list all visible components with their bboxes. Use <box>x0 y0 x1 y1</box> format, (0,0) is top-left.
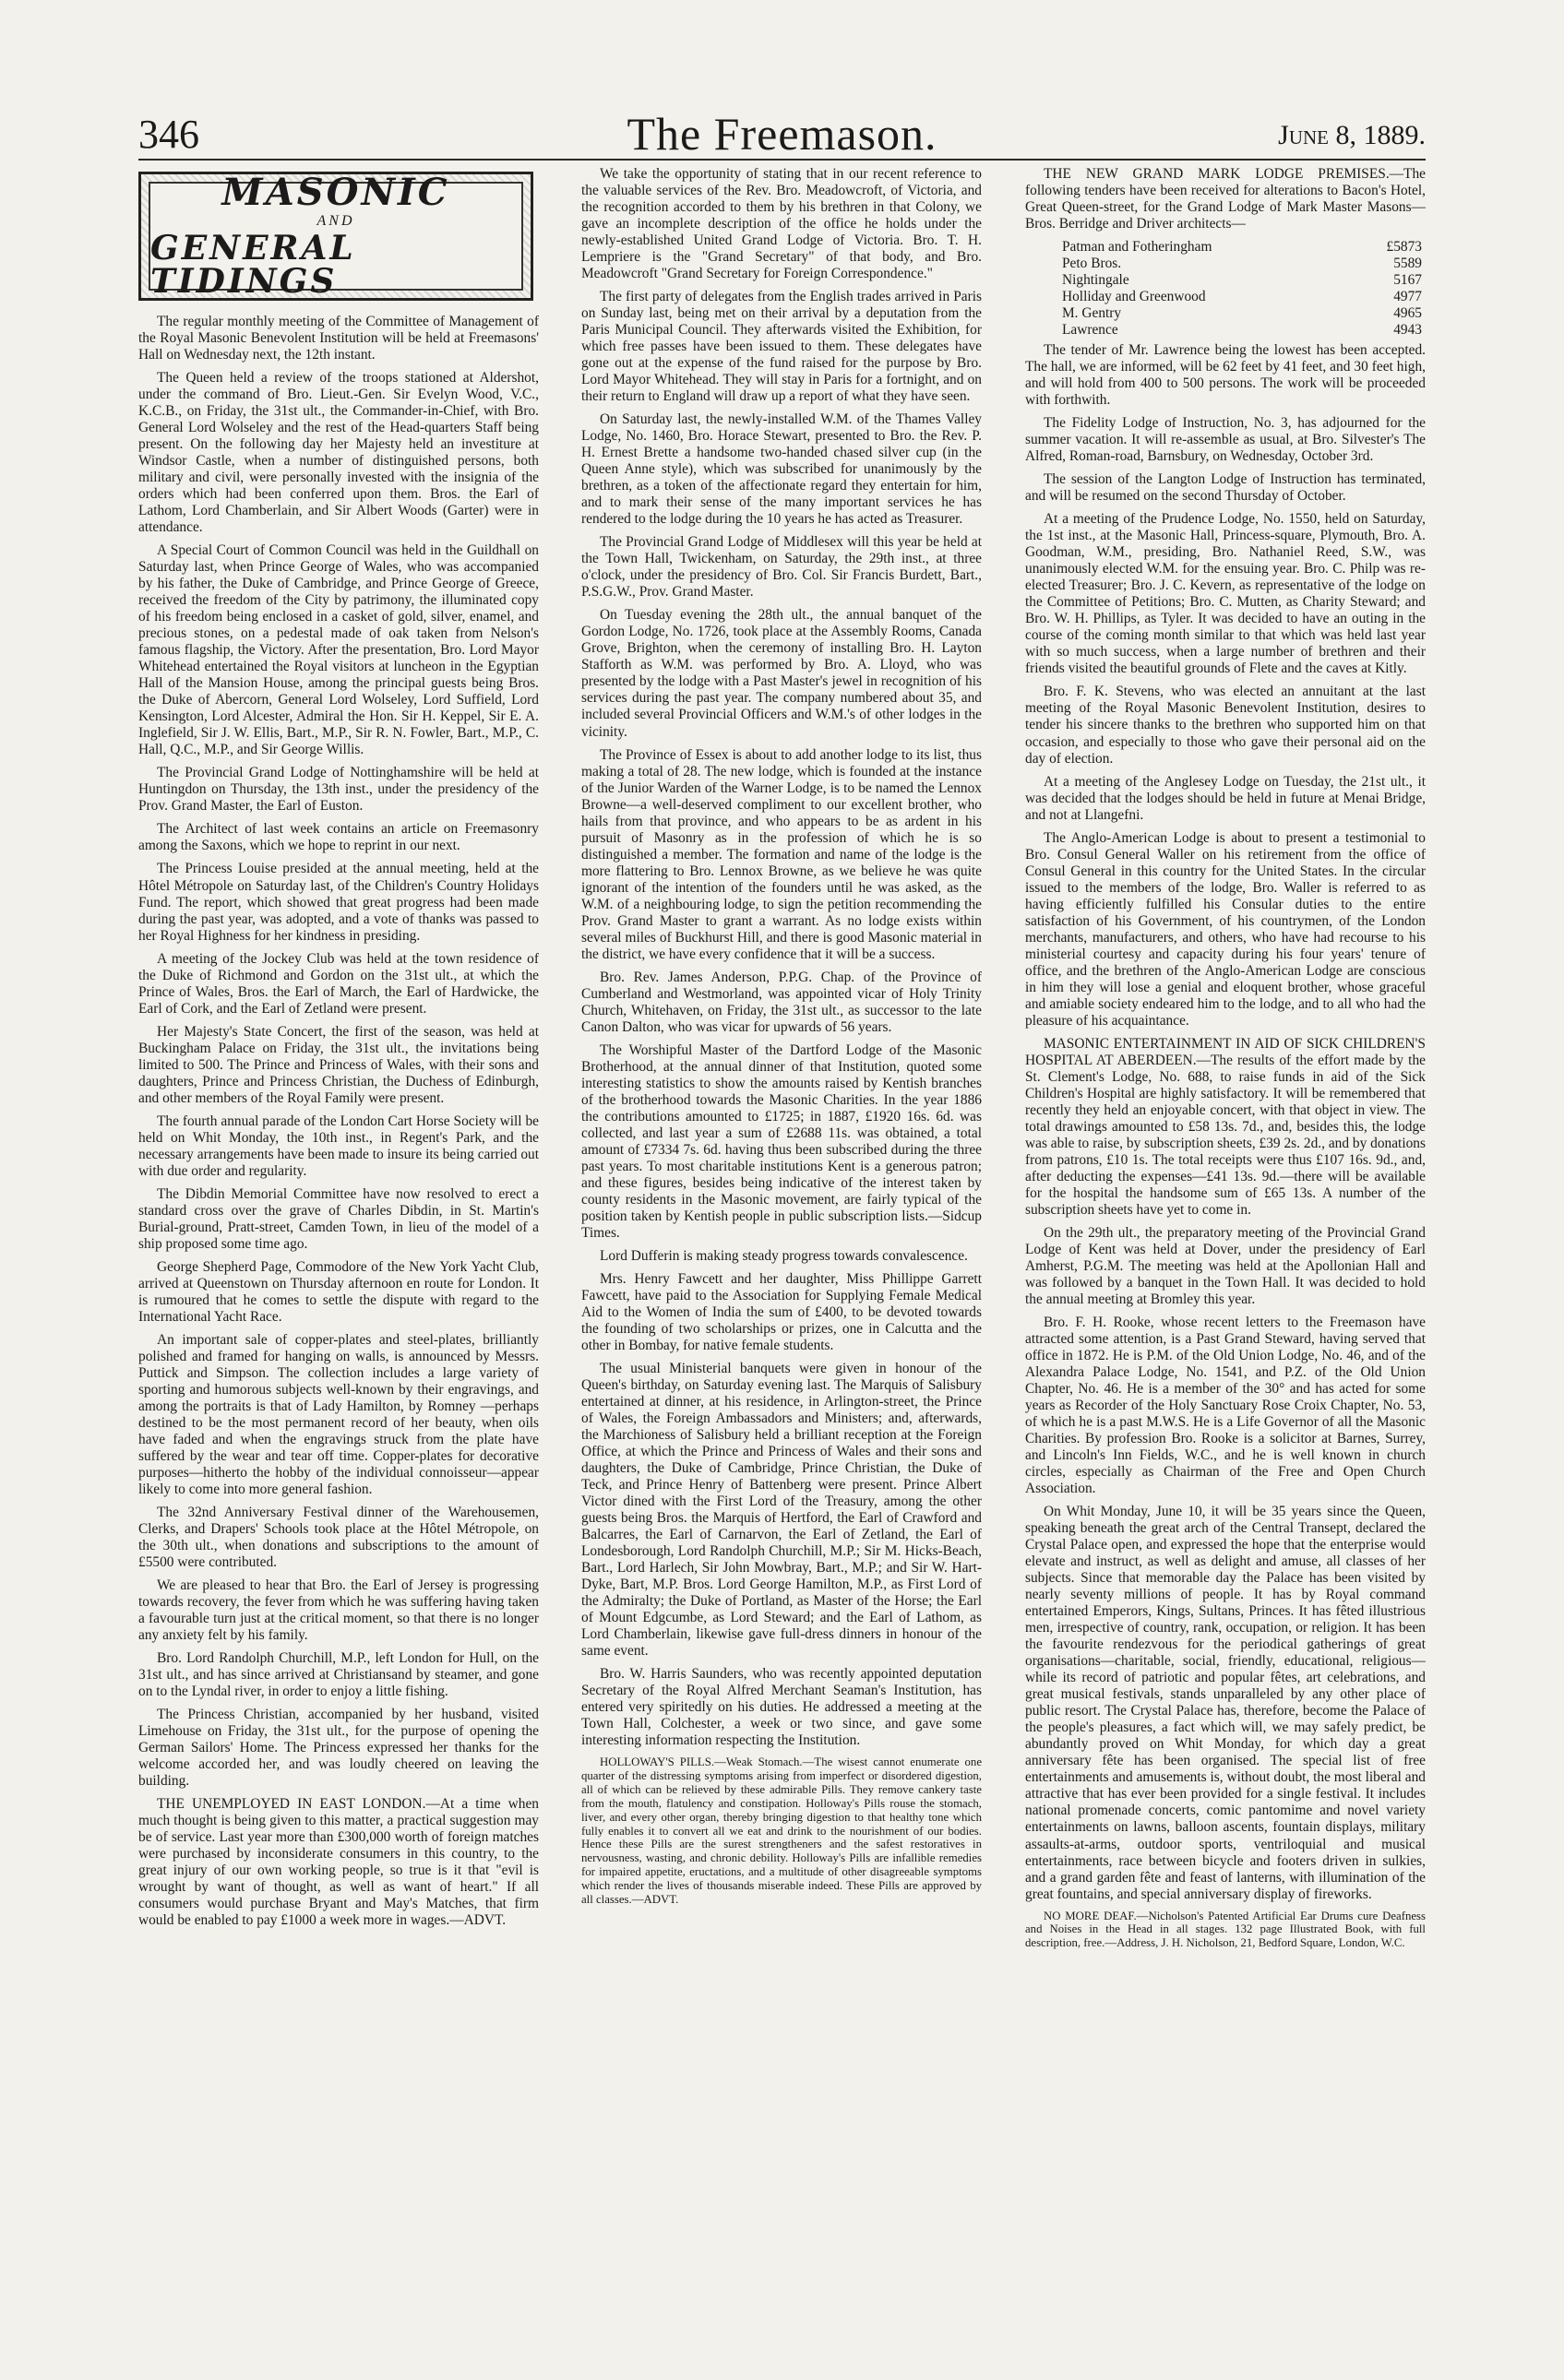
article-paragraph: Bro. W. Harris Saunders, who was recently appointed deputation Secretary of the Royal Alfred Merchant Seaman's Institution, has entered very spiritedly on his duties. He addressed a meeting at the Town Hall, Colchester, a week or two since, and gave some interesting information respecting the Institution. <box>581 1666 982 1749</box>
article-paragraph: The tender of Mr. Lawrence being the lowest has been accepted. The hall, we are informed, will be 62 feet by 41 feet, and 30 feet high, and will hold from 400 to 500 persons. The work will be proceeded with forthwith. <box>1025 342 1426 409</box>
article-paragraph: Bro. F. H. Rooke, whose recent letters to the Freemason have attracted some attention, is a Past Grand Steward, having served that office in 1872. He is P.M. of the Old Union Lodge, No. 46, and of the Alexandra Palace Lodge, No. 1541, and P.Z. of the Old Union Chapter, No. 46. He is a member of the 30° and has acted for some years as Recorder of the Holy Sanctuary Rose Croix Chapter, No. 53, of which he is a past M.W.S. He is a Life Governor of all the Masonic Charities. By profession Bro. Rooke is a solicitor at Barnes, Surrey, and Lincoln's Inn Fields, W.C., and he is well known in church circles, especially as Chairman of the Free and Open Church Association. <box>1025 1315 1426 1497</box>
article-paragraph: Bro. F. K. Stevens, who was elected an annuitant at the last meeting of the Royal Masonic Benevolent Institution, desires to tender his sincere thanks to the brethren who supported him on that occasion, and especially to those who gave their personal aid on the day of election. <box>1025 684 1426 767</box>
tender-amount: 5167 <box>1393 272 1422 289</box>
column-3 <box>1025 166 1426 2380</box>
tender-name: Patman and Fotheringham <box>1062 239 1212 256</box>
section-masthead <box>138 172 533 301</box>
article-paragraph: An important sale of copper-plates and steel-plates, brilliantly polished and framed for hanging on walls, is announced by Messrs. Puttick and Simpson. The collection includes a large variety of sporting and humorous subjects well-known by their engravings, and among the portraits is that of Lady Hamilton, by Romney —perhaps destined to be the most permanent record of her beauty, when oils have faded and when the engravings struck from the plate have suffered by the wear and tear off time. Copper-plates for decorative purposes—hitherto the hobby of the individual connoisseur—appear likely to come into more general fashion. <box>138 1331 539 1498</box>
article-paragraph: THE NEW GRAND MARK LODGE PREMISES.—The following tenders have been received for alterations to Bacon's Hotel, Great Queen-street, for the Grand Lodge of Mark Master Masons—Bros. Berridge and Driver architects— <box>1025 166 1426 232</box>
article-paragraph: At a meeting of the Prudence Lodge, No. 1550, held on Saturday, the 1st inst., at the Masonic Hall, Princess-square, Plymouth, Bro. A. Goodman, W.M., presiding, Bro. Nathaniel Reed, S.W., was unanimously elected W.M. for the ensuing year. Bro. C. Philp was re-elected Treasurer; Bro. J. C. Kevern, as representative of the lodge on the Committee of Petitions; Bro. C. Mutten, as Charity Steward; and Bro. W. H. Phillips, as Tyler. It was decided to have an outing in the course of the coming month similar to that which was held last year with so much success, when a large number of brethren and their friends visited the beautiful grounds of Flete and the caves at Kitly. <box>1025 511 1426 677</box>
article-paragraph: The 32nd Anniversary Festival dinner of the Warehousemen, Clerks, and Drapers' Schools took place at the Hôtel Métropole, on the 30th ult., when donations and subscriptions to the amount of £5500 were contributed. <box>138 1505 539 1571</box>
article-paragraph: On Whit Monday, June 10, it will be 35 years since the Queen, speaking beneath the great arch of the Central Transept, declared the Crystal Palace open, and expressed the hope that the enterprise would elevate and instruct, as well as delight and amuse, all classes of her subjects. Since that memorable day the Palace has been visited by nearly seventy millions of people. It has by Royal command entertained Emperors, Kings, Sultans, Princes. It has fêted illustrious men, irrespective of country, rank, occupation, or religion. It has been the favourite rendezvous for the periodical gatherings of great organisations—charitable, social, friendly, educational, religious—while its record of patriotic and popular fêtes, art celebrations, and great musical festivals, stands unparalleled by any other place of public resort. The Crystal Palace has, therefore, become the Palace of the people's pleasures, a fact which will, we may safely predict, be abundantly proved on Whit Monday, for which day a great anniversary fête has been organised. The special list of free entertainments and amusements is, without doubt, the most liberal and attractive that has ever been provided for a single festival. It includes national promenade concerts, comic pantomime and novel variety entertainments on lawns, balloon ascents, fountain displays, military assaults-at-arms, outdoor sports, ventriloquial and musical entertainments, race between bicycle and footers driven in sulkies, and a grand garden fête and feast of lanterns, with illumination of the great fountains, and special anniversary display of fireworks. <box>1025 1504 1426 1902</box>
masthead-line-3: GENERAL TIDINGS <box>150 229 356 302</box>
article-paragraph: Her Majesty's State Concert, the first of the season, was held at Buckingham Palace on Friday, the 31st ult., the invitations being limited to 500. The Prince and Princess of Wales, with their sons and daughters, Prince and Princess Christian, the Duchess of Edinburgh, and other members of the Royal Family were present. <box>138 1023 539 1106</box>
article-paragraph: The Princess Louise presided at the annual meeting, held at the Hôtel Métropole on Saturday last, of the Children's Country Holidays Fund. The report, which showed that great progress had been made during the past year, was adopted, and a vote of thanks was passed to her Royal Highness for her kindness in presiding. <box>138 861 539 944</box>
tender-name: Lawrence <box>1062 322 1118 339</box>
article-paragraph: The Fidelity Lodge of Instruction, No. 3, has adjourned for the summer vacation. It will re-assemble as usual, at Bro. Silvester's The Alfred, Roman-road, Barnsbury, on Wednesday, October 3rd. <box>1025 415 1426 465</box>
article-paragraph: The session of the Langton Lodge of Instruction has terminated, and will be resumed on the second Thursday of October. <box>1025 471 1426 505</box>
tender-name: Peto Bros. <box>1062 256 1122 272</box>
publication-title: The Freemason. <box>627 108 937 160</box>
article-paragraph: The Princess Christian, accompanied by her husband, visited Limehouse on Friday, the 31st ult., for the purpose of opening the German Sailors' Home. The Princess expressed her thanks for the welcome accorded her, and was loudly cheered on leaving the building. <box>138 1707 539 1790</box>
article-paragraph: MASONIC ENTERTAINMENT IN AID OF SICK CHILDREN'S HOSPITAL AT ABERDEEN.—The results of the effort made by the St. Clement's Lodge, No. 688, to raise funds in aid of the Sick Children's Hospital are highly satisfactory. It will be remembered that recently they held an enjoyable concert, with that object in view. The total drawings amounted to £58 13s. 7d., and, besides this, the lodge was able to raise, by subscription sheets, £39 2s. 2d., and by donations from patrons, £10 1s. The total receipts were thus £107 16s. 9d., and, after deducting the expenses—£41 13s. 9d.—there will be available for the hospital the handsome sum of £65 13s. A number of the subscription sheets have yet to come in. <box>1025 1035 1426 1218</box>
article-paragraph: The regular monthly meeting of the Committee of Management of the Royal Masonic Benevolent Institution will be held at Freemasons' Hall on Wednesday next, the 12th instant. <box>138 314 539 363</box>
page-header <box>138 103 1426 161</box>
article-paragraph: Lord Dufferin is making steady progress towards convalescence. <box>600 1247 968 1264</box>
article-paragraph: A Special Court of Common Council was held in the Guildhall on Saturday last, when Prince George of Wales, who was accompanied by his father, the Duke of Cambridge, and Prince George of Greece, received the freedom of the City by patrimony, the illuminated copy of his freedom being enclosed in a casket of gold, silver, enamel, and precious stones, on a pedestal made of oak taken from Nelson's famous flagship, the Victory. After the presentation, Bro. Lord Mayor Whitehead entertained the Royal visitors at luncheon in the Egyptian Hall of the Mansion House, among the principal guests being Bros. the Duke of Abercorn, General Lord Wolseley, Lord Suffield, Lord Kensington, Lord Alcester, Admiral the Hon. Sir H. Keppel, Sir E. A. Inglefield, Sir J. W. Ellis, Bart., M.P., Sir R. N. Fowler, Bart., M.P., C. Hall, Q.C., M.P., and Sir George Willis. <box>138 542 539 758</box>
tender-amount: 5589 <box>1393 256 1422 272</box>
article-paragraph: The Provincial Grand Lodge of Middlesex will this year be held at the Town Hall, Twickenham, on Saturday, the 29th inst., at three o'clock, under the presidency of Bro. Col. Sir Francis Burdett, Bart., P.S.G.W., Prov. Grand Master. <box>581 534 982 601</box>
column-2 <box>581 166 982 2380</box>
article-paragraph: On Saturday last, the newly-installed W.M. of the Thames Valley Lodge, No. 1460, Bro. Horace Stewart, presented to Bro. the Rev. P. H. Ernest Brette a handsome two-handed chased silver cup (in the Queen Anne style), which was subscribed for unanimously by the brethren, as a token of the affectionate regard they entertain for him, and to mark their sense of the many important services he has rendered to the lodge during the 10 years he has acted as Treasurer. <box>581 411 982 528</box>
article-paragraph: HOLLOWAY'S PILLS.—Weak Stomach.—The wisest cannot enumerate one quarter of the distressing symptoms arising from imperfect or disordered digestion, all of which can be relieved by these admirable Pills. They remove cankery taste from the mouth, flatulency and constipation. Holloway's Pills rouse the stomach, liver, and every other organ, thereby bringing digestion to that healthy tone which fully enables it to convert all we eat and drink to the nourishment of our bodies. Hence these Pills are the surest strengtheners and the safest restoratives in nervousness, wasting, and chronic debility. Holloway's Pills are infallible remedies for impaired appetite, eructations, and a multitude of other disagreeable symptoms which render the lives of thousands miserable indeed. These Pills are approved by all classes.—ADVT. <box>581 1755 982 1906</box>
tender-name: Nightingale <box>1062 272 1129 289</box>
article-paragraph: At a meeting of the Anglesey Lodge on Tuesday, the 21st ult., it was decided that the lodges should be held in future at Menai Bridge, and not at Llangefni. <box>1025 773 1426 823</box>
tender-row <box>1062 322 1426 339</box>
tender-row <box>1062 305 1426 322</box>
article-paragraph: The Province of Essex is about to add another lodge to its list, thus making a total of 28. The new lodge, which is founded at the instance of the Junior Warden of the Warner Lodge, is to be named the Lennox Browne—a well-deserved compliment to our excellent brother, who hails from that province, and who appears to be as ardent in his pursuit of Masonry as in the profession of which he is so distinguished a member. The formation and name of the lodge is the more flattering to Bro. Lennox Browne, as we believe he was quite ignorant of the intention of the founders until he was asked, as the W.M. of a neighbouring lodge, to sign the petition recommending the Prov. Grand Master to grant a warrant. As no lodge exists within several miles of Buckhurst Hill, and there is good Masonic material in the district, we have every confidence that it will be a success. <box>581 746 982 962</box>
article-paragraph: Mrs. Henry Fawcett and her daughter, Miss Phillippe Garrett Fawcett, have paid to the Association for Supplying Female Medical Aid to the Women of India the sum of £400, to be devoted towards the founding of two scholarships or prizes, one in Calcutta and the other in Bombay, for native female students. <box>581 1270 982 1354</box>
article-paragraph: On Tuesday evening the 28th ult., the annual banquet of the Gordon Lodge, No. 1726, took place at the Assembly Rooms, Canada Grove, Brighton, when the ceremony of installing Bro. H. Layton Stafforth as W.M. was performed by Bro. A. Lloyd, who was presented by the lodge with a Past Master's jewel in recognition of his services during the past year. The company numbered about 35, and included several Provincial Officers and W.M.'s of other lodges in the vicinity. <box>581 607 982 740</box>
article-paragraph: The Provincial Grand Lodge of Nottinghamshire will be held at Huntingdon on Thursday, the 13th inst., under the presidency of the Prov. Grand Master, the Earl of Euston. <box>138 765 539 815</box>
article-paragraph: We are pleased to hear that Bro. the Earl of Jersey is progressing towards recovery, the fever from which he was suffering having taken a favourable turn just at the critical moment, so that there is no longer any anxiety felt by his family. <box>138 1577 539 1644</box>
article-paragraph: The usual Ministerial banquets were given in honour of the Queen's birthday, on Saturday evening last. The Marquis of Salisbury entertained at dinner, at his residence, in Arlington-street, the Prince of Wales, the Foreign Ambassadors and Ministers; and, afterwards, the Marchioness of Salisbury held a brilliant reception at the Foreign Office, at which the Prince and Princess of Wales and their sons and daughters, the Duke of Cambridge, Prince Christian, the Duke of Teck, and Prince Henry of Battenberg were present. Prince Albert Victor dined with the First Lord of the Treasury, among the other guests being Bros. the Marquis of Hertford, the Earl of Crawford and Balcarres, the Earl of Carnarvon, the Earl of Zetland, the Earl of Londesborough, Lord Randolph Churchill, M.P.; Sir M. Hicks-Beach, Bart., Lord Harlech, Sir John Mowbray, Bart., M.P.; and Sir W. Hart-Dyke, Bart, M.P. Bros. Lord George Hamilton, M.P., as First Lord of the Admiralty; the Duke of Portland, as Master of the Horse; the Earl of Mount Edgcumbe, as Lord Steward; and the Earl of Lathom, as Lord Chamberlain, likewise gave full-dress dinners in honour of the same event. <box>581 1361 982 1660</box>
article-paragraph: George Shepherd Page, Commodore of the New York Yacht Club, arrived at Queenstown on Thursday afternoon en route for London. It is rumoured that he comes to settle the dispute with regard to the International Yacht Race. <box>138 1258 539 1325</box>
article-paragraph: THE UNEMPLOYED IN EAST LONDON.—At a time when much thought is being given to this matter, a practical suggestion may be of service. Last year more than £300,000 worth of foreign matches were purchased by inconsiderate consumers in this country, to the great injury of our own working people, so true is it that "evil is wrought by want of thought, as well as want of heart." If all consumers would purchase Bryant and May's Matches, that firm would be enabled to pay £1000 a week more in wages.—ADVT. <box>138 1796 539 1929</box>
article-paragraph: Bro. Rev. James Anderson, P.P.G. Chap. of the Province of Cumberland and Westmorland, was appointed vicar of Holy Trinity Church, Whitehaven, on Friday, the 31st ult., as successor to the late Canon Dalton, who was vicar for upwards of 56 years. <box>581 969 982 1035</box>
article-paragraph: The Anglo-American Lodge is about to present a testimonial to Bro. Consul General Waller on his retirement from the office of Consul General in this country for the United States. In the circular issued to the members of the lodge, Bro. Waller is referred to as having efficiently fulfilled his Consular duties to the entire satisfaction of his Government, of his countrymen, of the London merchants, manufacturers, and others, who have had recourse to his ministerial courtesy and capacity during his four years' tenure of office, and the brethren of the Anglo-American Lodge are conscious in him they will lose a genial and eloquent brother, whose graceful and amiable society endeared him to the lodge, and to all who had the pleasure of his acquaintance. <box>1025 829 1426 1029</box>
masthead-line-1: MASONIC <box>221 170 450 214</box>
page-number: 346 <box>138 112 199 157</box>
article-paragraph: The Dibdin Memorial Committee have now resolved to erect a standard cross over the grave of Charles Dibdin, in St. Martin's Burial-ground, Pratt-street, Camden Town, in lieu of the model of a ship proposed some time ago. <box>138 1185 539 1252</box>
tender-row <box>1062 289 1426 305</box>
article-paragraph: We take the opportunity of stating that in our recent reference to the valuable services of the Rev. Bro. Meadowcroft, of Victoria, and the recognition accorded to them by his brethren in that Colony, we gave an incomplete description of the office he holds under the newly-established United Grand Lodge of Victoria. Bro. T. H. Lempriere is the "Grand Secretary" of that body, and Bro. Meadowcroft "Grand Secretary for Foreign Correspondence." <box>581 166 982 282</box>
tender-table <box>1062 239 1426 339</box>
article-paragraph: The Worshipful Master of the Dartford Lodge of the Masonic Brotherhood, at the annual dinner of that Institution, quoted some interesting statistics to show the amounts raised by Kentish branches of the brotherhood towards the Masonic Charities. In the year 1886 the contributions amounted to £1725; in 1887, £1920 16s. 6d. was collected, and last year a sum of £2688 11s. was obtained, a total amount of £7334 7s. 6d. having thus been subscribed during the three past years. To most charitable institutions Kent is a generous patron; and these figures, besides being indicative of the interest taken by county residents in the Masonic movement, are fairly typical of the position taken by Kentish people in public subscription lists.—Sidcup Times. <box>581 1041 982 1241</box>
column-1 <box>138 166 539 2380</box>
tender-amount: 4965 <box>1393 305 1422 322</box>
article-paragraph: On the 29th ult., the preparatory meeting of the Provincial Grand Lodge of Kent was held at Dover, under the presidency of Earl Amherst, P.G.M. The meeting was held at the Apollonian Hall and was followed by a banquet in the Town Hall. It was decided to hold the annual meeting at Bromley this year. <box>1025 1224 1426 1307</box>
tender-name: M. Gentry <box>1062 305 1122 322</box>
article-paragraph: Bro. Lord Randolph Churchill, M.P., left London for Hull, on the 31st ult., and has since arrived at Christiansand by steamer, and gone on to the Lyndal river, in order to enjoy a little fishing. <box>138 1650 539 1700</box>
tender-name: Holliday and Greenwood <box>1062 289 1206 305</box>
tender-amount: £5873 <box>1386 239 1422 256</box>
article-paragraph: A meeting of the Jockey Club was held at the town residence of the Duke of Richmond and Gordon on the 31st ult., at which the Prince of Wales, Bros. the Earl of March, the Earl of Hardwicke, the Earl of Cork, and the Earl of Zetland were present. <box>138 950 539 1017</box>
issue-date: June 8, 1889. <box>1278 120 1426 150</box>
article-paragraph: The first party of delegates from the English trades arrived in Paris on Sunday last, being met on their arrival by a deputation from the Paris Municipal Council. They afterwards visited the Exhibition, for which free passes have been issued to them. These delegates have gone out at the expense of the fund raised for the purpose by Bro. Lord Mayor Whitehead. They will stay in Paris for a fortnight, and on their return to England will draw up a report of what they have seen. <box>581 289 982 405</box>
masthead-line-2: AND <box>316 212 355 229</box>
tender-row <box>1062 272 1426 289</box>
tender-amount: 4977 <box>1393 289 1422 305</box>
article-paragraph: The Architect of last week contains an article on Freemasonry among the Saxons, which we hope to reprint in our next. <box>138 821 539 854</box>
tender-row <box>1062 256 1426 272</box>
article-paragraph: The fourth annual parade of the London Cart Horse Society will be held on Whit Monday, the 10th inst., in Regent's Park, and the necessary arrangements have been made to insure its being carried out with due order and regularity. <box>138 1113 539 1179</box>
article-paragraph: NO MORE DEAF.—Nicholson's Patented Artificial Ear Drums cure Deafness and Noises in the Head in all stages. 132 page Illustrated Book, with full description, free.—Address, J. H. Nicholson, 21, Bedford Square, London, W.C. <box>1025 1909 1426 1950</box>
tender-row <box>1062 239 1426 256</box>
article-paragraph: The Queen held a review of the troops stationed at Aldershot, under the command of Bro. Lieut.-Gen. Sir Evelyn Wood, V.C., K.C.B., on Friday, the 31st ult., the Commander-in-Chief, with Bro. General Lord Wolseley and the rest of the Head-quarters Staff being present. On the following day her Majesty held an investiture at Windsor Castle, when a number of distinguished persons, both military and civil, were personally invested with the insignia of the orders which had been conferred upon them. Bros. the Earl of Lathom, Lord Chamberlain, and Sir Albert Woods (Garter) were in attendance. <box>138 370 539 536</box>
tender-amount: 4943 <box>1393 322 1422 339</box>
